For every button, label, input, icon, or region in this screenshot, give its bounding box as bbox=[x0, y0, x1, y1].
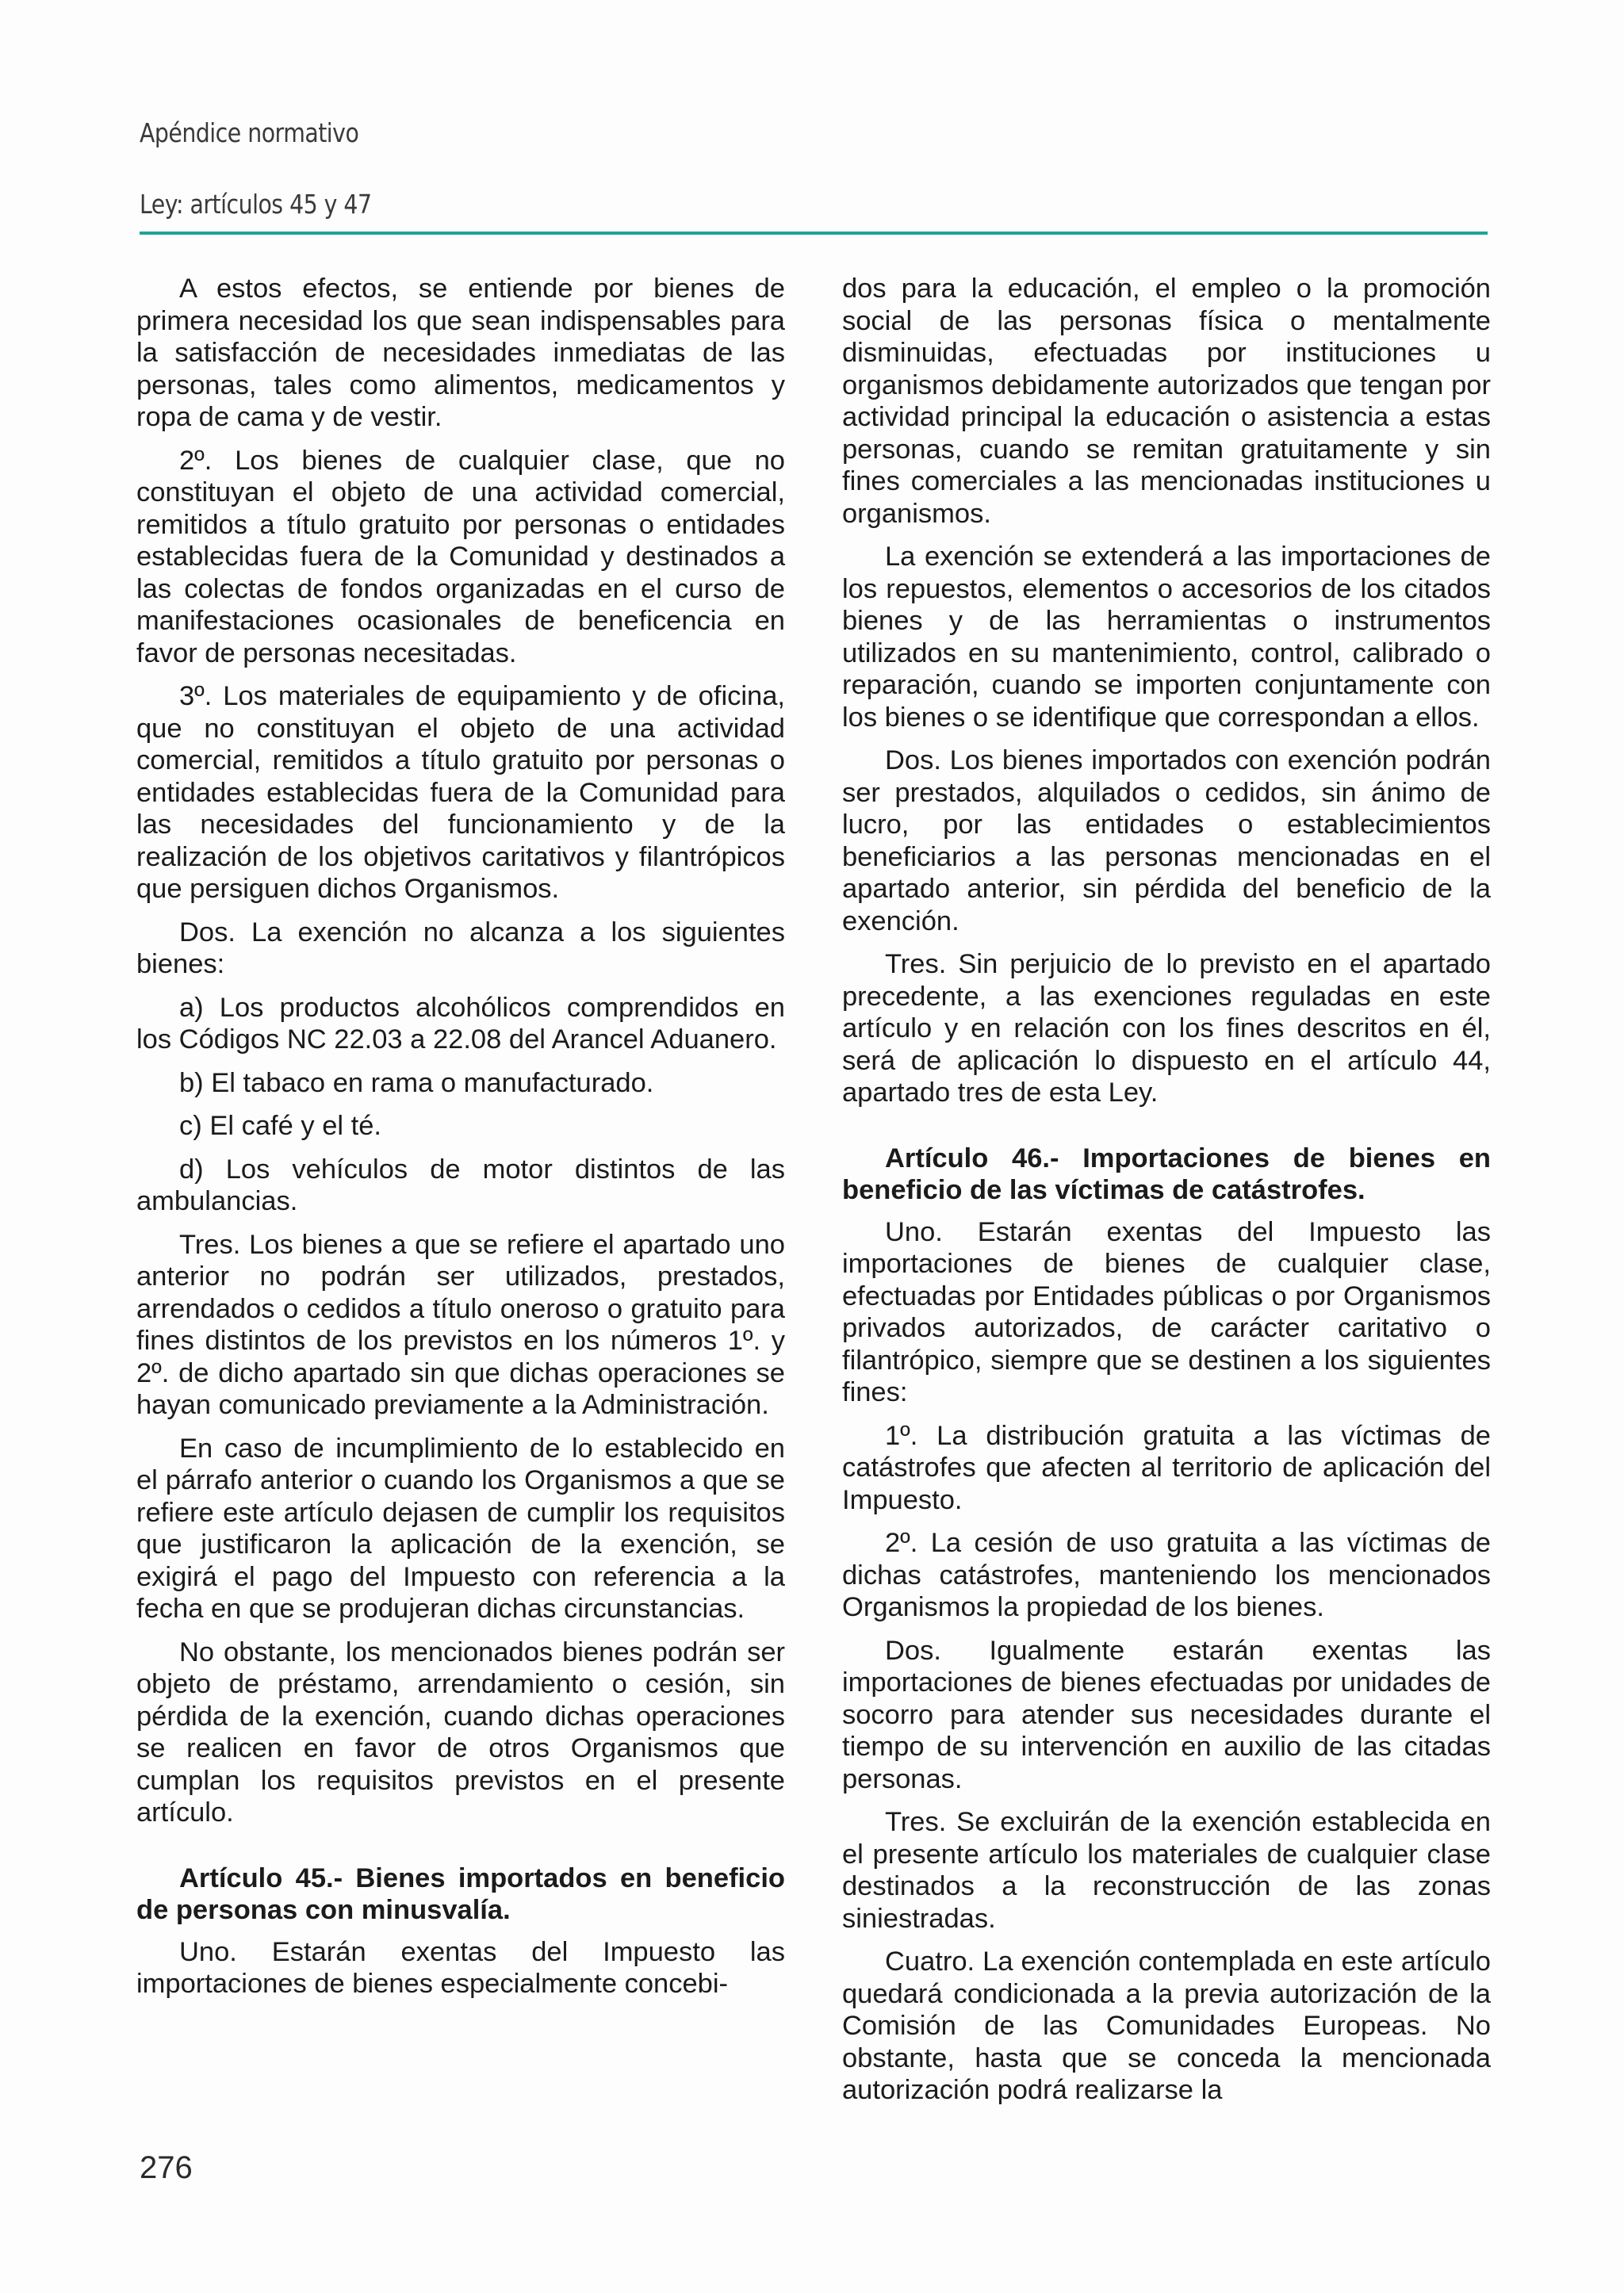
paragraph: Tres. Los bienes a que se refiere el apartado uno anterior no podrán ser utilizados, prestados, arrendados o cedidos a título oneroso o gratuito para fines distintos de los previstos en los números 1º. y 2º. de dicho apartado sin que dichas operaciones se hayan comunicado previamente a la Administración. bbox=[136, 1229, 785, 1420]
right-column bbox=[842, 273, 1491, 2118]
subsection-label: Ley: artículos 45 y 47 bbox=[140, 189, 372, 220]
page-header bbox=[140, 117, 1488, 220]
paragraph: A estos efectos, se entiende por bienes de primera necesidad los que sean indispensables para la satisfacción de necesidades inmediatas de las personas, tales como alimentos, medicamentos y ropa de cama y de vestir. bbox=[136, 274, 785, 432]
article-heading: Artículo 45.- Bienes importados en beneficio de personas con minusvalía. bbox=[136, 1862, 785, 1925]
paragraph: b) El tabaco en rama o manufacturado. bbox=[179, 1067, 654, 1098]
article-heading: Artículo 46.- Importaciones de bienes en beneficio de las víctimas de catástrofes. bbox=[842, 1143, 1491, 1205]
paragraph: No obstante, los mencionados bienes podrán ser objeto de préstamo, arrendamiento o cesión, sin pérdida de la exención, cuando dichas operaciones se realicen en favor de otros Organismos que cumplan los requisitos previstos en el presente artículo. bbox=[136, 1636, 785, 1828]
section-label: Apéndice normativo bbox=[140, 117, 359, 148]
paragraph: 1º. La distribución gratuita a las víctimas de catástrofes que afecten al territorio de aplicación del Impuesto. bbox=[842, 1420, 1491, 1515]
paragraph: a) Los productos alcohólicos comprendidos en los Códigos NC 22.03 a 22.08 del Arancel Aduanero. bbox=[136, 992, 785, 1055]
paragraph: Dos. Los bienes importados con exención podrán ser prestados, alquilados o cedidos, sin ánimo de lucro, por las entidades o establecimientos beneficiarios a las personas mencionadas en el apartado anterior, sin pérdida del beneficio de la exención. bbox=[842, 745, 1491, 936]
paragraph: Dos. La exención no alcanza a los siguientes bienes: bbox=[136, 917, 785, 979]
body-columns bbox=[136, 273, 1491, 2118]
paragraph: Uno. Estarán exentas del Impuesto las importaciones de bienes especialmente concebi- bbox=[136, 1936, 785, 1999]
paragraph: Cuatro. La exención contemplada en este artículo quedará condicionada a la previa autorización de la Comisión de las Comunidades Europeas. No obstante, hasta que se conceda la mencionada autorización podrá realizarse la bbox=[842, 1947, 1491, 2105]
paragraph: 3º. Los materiales de equipamiento y de oficina, que no constituyan el objeto de una actividad comercial, remitidos a título gratuito por personas o entidades establecidas fuera de la Comunidad para las necesidades del funcionamiento y de la realización de los objetivos caritativos y filantrópicos que persiguen dichos Organismos. bbox=[136, 681, 785, 904]
paragraph: d) Los vehículos de motor distintos de las ambulancias. bbox=[136, 1154, 785, 1216]
paragraph: La exención se extenderá a las importaciones de los repuestos, elementos o accesorios de los citados bienes y de las herramientas o instrumentos utilizados en su mantenimiento, control, calibrado o reparación, cuando se importen conjuntamente con los bienes o se identifique que correspondan a ellos. bbox=[842, 542, 1491, 733]
paragraph: Tres. Sin perjuicio de lo previsto en el apartado precedente, a las exenciones reguladas en este artículo y en relación con los fines descritos en él, será de aplicación lo dispuesto en el artículo 44, apartado tres de esta Ley. bbox=[842, 949, 1491, 1108]
page-number: 276 bbox=[140, 2150, 193, 2185]
paragraph: dos para la educación, el empleo o la promoción social de las personas física o mentalmente disminuidas, efectuadas por instituciones u organismos debidamente autorizados que tengan por actividad principal la educación o asistencia a estas personas, cuando se remitan gratuitamente y sin fines comerciales a las mencionadas instituciones u organismos. bbox=[842, 274, 1491, 529]
paragraph: 2º. La cesión de uso gratuita a las víctimas de dichas catástrofes, manteniendo los mencionados Organismos la propiedad de los bienes. bbox=[842, 1528, 1491, 1622]
header-rule bbox=[140, 232, 1488, 235]
paragraph: Dos. Igualmente estarán exentas las importaciones de bienes efectuadas por unidades de socorro para atender sus necesidades durante el tiempo de su intervención en auxilio de las citadas personas. bbox=[842, 1635, 1491, 1794]
paragraph: En caso de incumplimiento de lo establecido en el párrafo anterior o cuando los Organismos a que se refiere este artículo dejasen de cumplir los requisitos que justificaron la aplicación de la exención, se exigirá el pago del Impuesto con referencia a la fecha en que se produjeran dichas circunstancias. bbox=[136, 1433, 785, 1624]
paragraph: Tres. Se excluirán de la exención establecida en el presente artículo los materiales de cualquier clase destinados a la reconstrucción de las zonas siniestradas. bbox=[842, 1807, 1491, 1934]
left-column bbox=[136, 273, 785, 2118]
paragraph: c) El café y el té. bbox=[179, 1111, 382, 1141]
paragraph: Uno. Estarán exentas del Impuesto las importaciones de bienes de cualquier clase, efectuadas por Entidades públicas o por Organismos privados autorizados, de carácter caritativo o filantrópico, siempre que se destinen a los siguientes fines: bbox=[842, 1216, 1491, 1407]
paragraph: 2º. Los bienes de cualquier clase, que no constituyan el objeto de una actividad comercial, remitidos a título gratuito por personas o entidades establecidas fuera de la Comunidad y destinados a las colectas de fondos organizadas en el curso de manifestaciones ocasionales de beneficencia en favor de personas necesitadas. bbox=[136, 445, 785, 668]
